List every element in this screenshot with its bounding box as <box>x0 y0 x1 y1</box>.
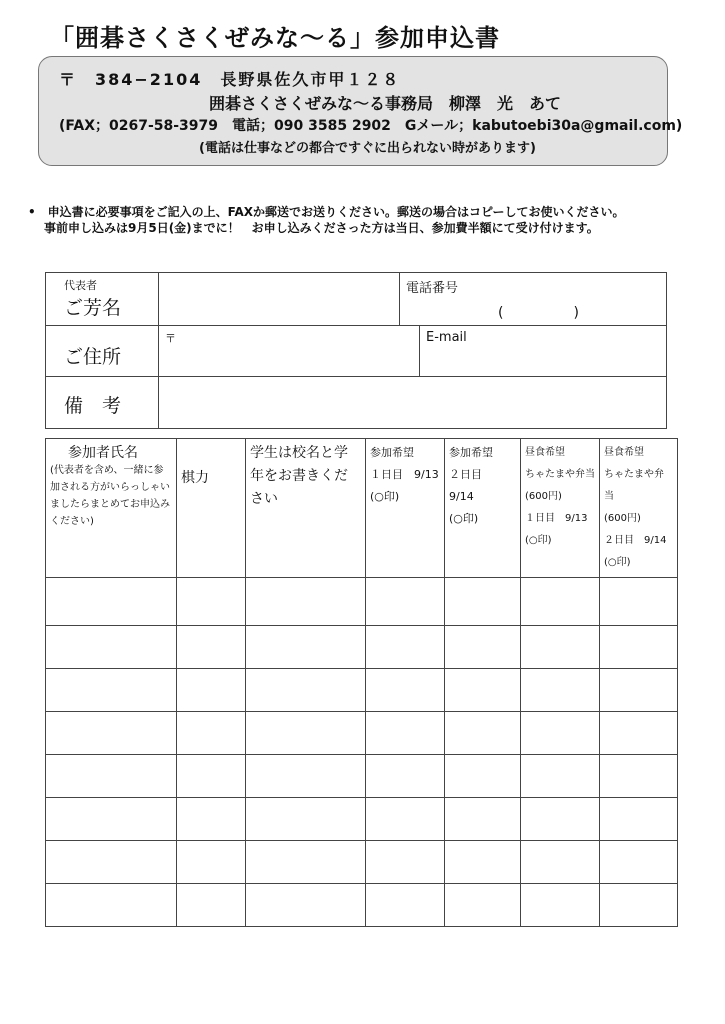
attend-day2-cell[interactable] <box>445 798 521 841</box>
instructions <box>28 204 625 236</box>
participant-name-cell[interactable] <box>46 712 177 755</box>
phone-field[interactable] <box>400 273 667 326</box>
address-label: ご住所 <box>64 346 122 368</box>
attend-day1-cell[interactable] <box>366 841 445 884</box>
lunch-day1-title: 昼食希望 <box>525 447 565 458</box>
table-row <box>46 755 678 798</box>
school-cell[interactable] <box>246 798 366 841</box>
school-cell[interactable] <box>246 578 366 626</box>
lunch-day2-mark: (○印) <box>604 557 631 568</box>
attend-day1-cell[interactable] <box>366 798 445 841</box>
address-line: 〒 384−2104 長野県佐久市甲１２８ <box>59 70 401 89</box>
attend-day1-cell[interactable] <box>366 884 445 927</box>
attend-day2-cell[interactable] <box>445 626 521 669</box>
participant-name-header <box>46 439 177 578</box>
attend-day2-cell[interactable] <box>445 884 521 927</box>
lunch-day2-cell[interactable] <box>600 578 678 626</box>
participant-name-cell[interactable] <box>46 841 177 884</box>
school-cell[interactable] <box>246 669 366 712</box>
attend-day1-cell[interactable] <box>366 712 445 755</box>
lunch-day1-cell[interactable] <box>521 841 600 884</box>
phone-note: (電話は仕事などの都合ですぐに出られない時があります) <box>199 141 536 156</box>
lunch-day1-cell[interactable] <box>521 626 600 669</box>
attend-day1-title: 参加希望 <box>370 446 414 459</box>
table-row <box>46 798 678 841</box>
participant-name-cell[interactable] <box>46 884 177 927</box>
remarks-label-cell <box>46 377 159 429</box>
lunch-day2-cell[interactable] <box>600 841 678 884</box>
instruction-line-1: • 申込書に必要事項をご記入の上、FAXか郵送でお送りください。郵送の場合はコピーしてお使いください。 <box>28 205 625 219</box>
lunch-day1-cell[interactable] <box>521 798 600 841</box>
lunch-day2-cell[interactable] <box>600 669 678 712</box>
participant-name-cell[interactable] <box>46 755 177 798</box>
school-cell[interactable] <box>246 712 366 755</box>
address-field[interactable] <box>159 326 420 377</box>
participant-name-cell[interactable] <box>46 626 177 669</box>
lunch-day2-title: 昼食希望 <box>604 447 644 458</box>
lunch-day1-cell[interactable] <box>521 755 600 798</box>
attend-day2-date: ２日目 9/14 <box>449 468 493 503</box>
phone-parens: ( ) <box>498 305 579 321</box>
lunch-day2-cell[interactable] <box>600 755 678 798</box>
lunch-day1-price: (600円) <box>525 491 562 502</box>
participants-table <box>45 438 678 927</box>
attend-day1-cell[interactable] <box>366 578 445 626</box>
lunch-day1-date: １日目 9/13 <box>525 513 588 524</box>
postal-mark: 〒 <box>165 332 176 345</box>
strength-cell[interactable] <box>177 626 246 669</box>
remarks-field[interactable] <box>159 377 667 429</box>
table-row <box>46 884 678 927</box>
school-cell[interactable] <box>246 841 366 884</box>
participant-name-note: (代表者を含め、一緒に参加される方がいらっしゃいましたらまとめてお申込みください) <box>50 465 170 527</box>
address-label-cell <box>46 326 159 377</box>
school-cell[interactable] <box>246 755 366 798</box>
strength-cell[interactable] <box>177 578 246 626</box>
table-row <box>46 712 678 755</box>
email-field[interactable] <box>420 326 667 377</box>
attend-day2-title: 参加希望 <box>449 446 493 459</box>
school-header <box>246 439 366 578</box>
lunch-day2-bento: ちゃたまや弁当 <box>604 469 664 502</box>
contact-line: (FAX；0267-58-3979 電話；090 3585 2902 Gメール；kabutoebi30a@gmail.com) <box>59 118 683 134</box>
name-label-cell <box>46 273 159 326</box>
strength-cell[interactable] <box>177 841 246 884</box>
strength-cell[interactable] <box>177 669 246 712</box>
strength-cell[interactable] <box>177 755 246 798</box>
strength-cell[interactable] <box>177 884 246 927</box>
strength-cell[interactable] <box>177 712 246 755</box>
lunch-day2-header <box>600 439 678 578</box>
attend-day2-mark: (○印) <box>449 512 479 525</box>
lunch-day1-mark: (○印) <box>525 535 552 546</box>
school-label: 学生は校名と学年をお書きください <box>250 445 348 507</box>
attend-day2-cell[interactable] <box>445 755 521 798</box>
participant-name-cell[interactable] <box>46 669 177 712</box>
lunch-day1-cell[interactable] <box>521 712 600 755</box>
school-cell[interactable] <box>246 626 366 669</box>
attend-day1-mark: (○印) <box>370 490 400 503</box>
strength-cell[interactable] <box>177 798 246 841</box>
lunch-day2-cell[interactable] <box>600 626 678 669</box>
lunch-day1-cell[interactable] <box>521 578 600 626</box>
attend-day1-cell[interactable] <box>366 755 445 798</box>
email-label: E-mail <box>426 330 467 345</box>
table-row <box>46 626 678 669</box>
table-row <box>46 669 678 712</box>
attend-day1-date: １日目 9/13 <box>370 468 439 481</box>
table-row <box>46 841 678 884</box>
office-line: 囲碁さくさくぜみな～る事務局 柳澤 光 あて <box>209 94 562 113</box>
strength-header <box>177 439 246 578</box>
lunch-day1-bento: ちゃたまや弁当 <box>525 469 595 480</box>
name-field[interactable] <box>159 273 400 326</box>
attend-day1-cell[interactable] <box>366 669 445 712</box>
lunch-day2-price: (600円) <box>604 513 641 524</box>
participant-rows <box>46 578 678 927</box>
name-label: ご芳名 <box>64 297 122 319</box>
lunch-day1-cell[interactable] <box>521 669 600 712</box>
attend-day2-header <box>445 439 521 578</box>
representative-table <box>45 272 667 429</box>
attend-day2-cell[interactable] <box>445 712 521 755</box>
address-box <box>38 56 683 166</box>
participant-name-cell[interactable] <box>46 578 177 626</box>
remarks-label: 備 考 <box>64 395 122 417</box>
lunch-day2-date: ２日目 9/14 <box>604 535 667 546</box>
attend-day2-cell[interactable] <box>445 841 521 884</box>
attend-day2-cell[interactable] <box>445 578 521 626</box>
lunch-day2-cell[interactable] <box>600 798 678 841</box>
lunch-day2-cell[interactable] <box>600 712 678 755</box>
rep-label: 代表者 <box>64 279 97 292</box>
attend-day1-cell[interactable] <box>366 626 445 669</box>
school-cell[interactable] <box>246 884 366 927</box>
lunch-day1-cell[interactable] <box>521 884 600 927</box>
lunch-day2-cell[interactable] <box>600 884 678 927</box>
instruction-line-2: 事前申し込みは9月5日(金)までに！ お申し込みくださった方は当日、参加費半額にて受け付けます。 <box>44 221 599 235</box>
attend-day2-cell[interactable] <box>445 669 521 712</box>
phone-label: 電話番号 <box>406 281 459 296</box>
strength-label: 棋力 <box>181 470 209 486</box>
page-title: 「囲碁さくさくぜみな～る」参加申込書 <box>50 24 500 52</box>
participant-name-cell[interactable] <box>46 798 177 841</box>
participant-name-title: 参加者氏名 <box>68 445 138 461</box>
table-row <box>46 578 678 626</box>
lunch-day1-header <box>521 439 600 578</box>
attend-day1-header <box>366 439 445 578</box>
